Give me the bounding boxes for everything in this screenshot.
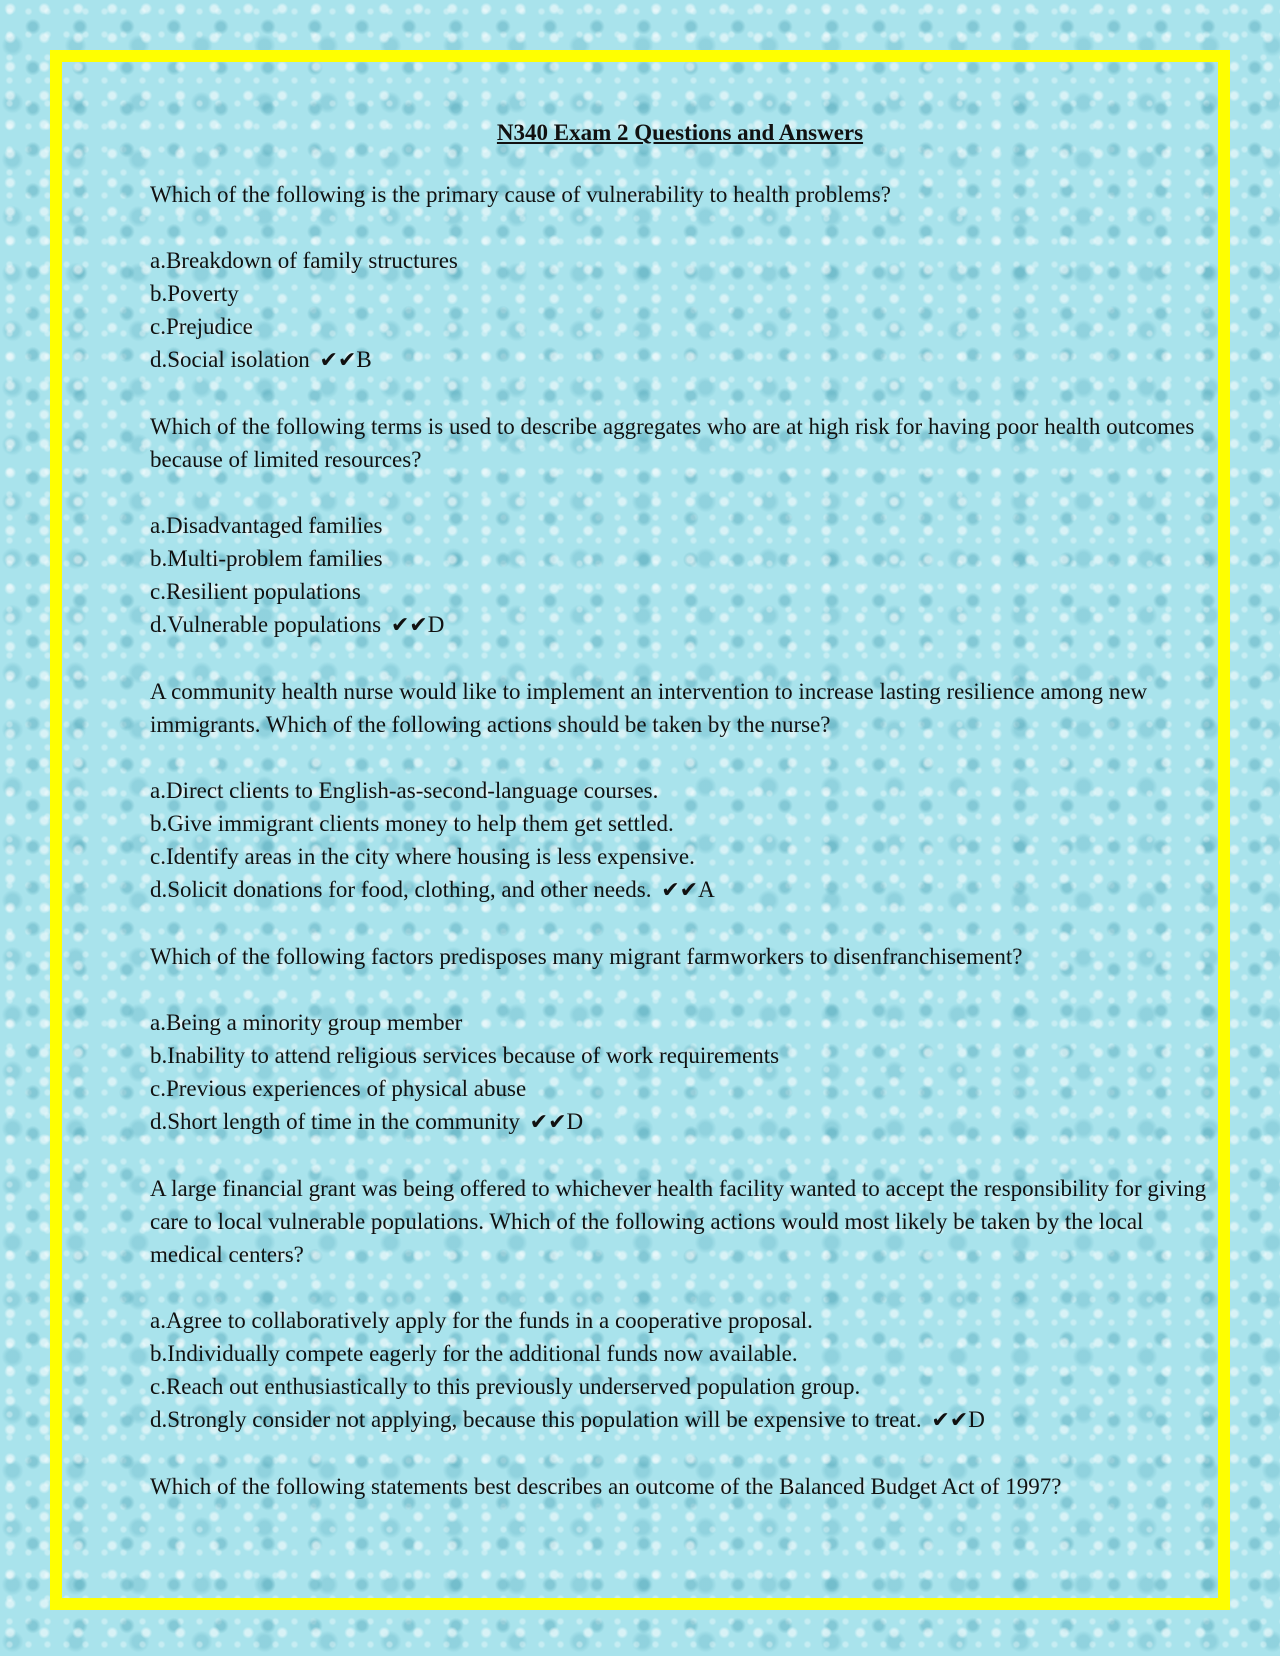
correct-answer: D bbox=[968, 1407, 985, 1432]
question-text: A large financial grant was being offered to whichever health facility wanted to accept the responsibility for giving care to local vulnerable populations. Which of the following actions would most likely be taken by the local medical centers? bbox=[150, 1176, 1207, 1267]
answer-option: c.Resilient populations bbox=[150, 579, 361, 604]
answer-option: c.Identify areas in the city where housing is less expensive. bbox=[150, 844, 695, 869]
correct-answer: D bbox=[566, 1109, 584, 1134]
checkmark-icon: ✔✔ bbox=[661, 878, 699, 903]
answer-option: b.Inability to attend religious services because of work requirements bbox=[150, 1043, 780, 1068]
answer-option: d.Vulnerable populations bbox=[150, 612, 382, 637]
checkmark-icon: ✔✔ bbox=[529, 1110, 567, 1135]
correct-answer: A bbox=[698, 877, 715, 902]
checkmark-icon: ✔✔ bbox=[390, 613, 428, 638]
question-block-2 bbox=[150, 410, 1210, 642]
question-block-4 bbox=[150, 940, 1210, 1139]
question-text: A community health nurse would like to implement an intervention to increase lasting resilience among new immigrants. Which of the following actions should be taken by the nurse? bbox=[150, 679, 1148, 737]
answer-option: c.Previous experiences of physical abuse bbox=[150, 1076, 527, 1101]
question-block-1 bbox=[150, 178, 1210, 377]
correct-answer: D bbox=[427, 612, 445, 637]
checkmark-icon: ✔✔ bbox=[931, 1408, 969, 1433]
answer-option: b.Multi-problem families bbox=[150, 546, 383, 571]
answer-option: a.Direct clients to English-as-second-language courses. bbox=[150, 778, 659, 803]
answer-option: a.Breakdown of family structures bbox=[150, 248, 458, 273]
answer-option: a.Being a minority group member bbox=[150, 1010, 463, 1035]
answer-option: a.Agree to collaboratively apply for the funds in a cooperative proposal. bbox=[150, 1308, 813, 1333]
answer-option-last bbox=[150, 1105, 1210, 1139]
answer-option: c.Reach out enthusiastically to this previously underserved population group. bbox=[150, 1374, 861, 1399]
answer-option-last bbox=[150, 1403, 1210, 1437]
answer-option: c.Prejudice bbox=[150, 314, 253, 339]
question-text: Which of the following is the primary cause of vulnerability to health problems? bbox=[150, 182, 891, 207]
answer-option-last bbox=[150, 608, 1210, 642]
correct-answer: B bbox=[356, 347, 372, 372]
answer-option: d.Strongly consider not applying, because this population will be expensive to treat. bbox=[150, 1407, 922, 1432]
document-page bbox=[150, 118, 1210, 1536]
answer-option-last bbox=[150, 873, 1210, 907]
answer-option: d.Social isolation bbox=[150, 347, 310, 372]
question-text: Which of the following statements best describes an outcome of the Balanced Budget Act of 1997? bbox=[150, 1474, 1062, 1499]
question-text: Which of the following terms is used to describe aggregates who are at high risk for having poor health outcomes because of limited resources? bbox=[150, 414, 1195, 472]
answer-option: d.Short length of time in the community bbox=[150, 1109, 520, 1134]
answer-option-last bbox=[150, 343, 1210, 377]
question-text: Which of the following factors predisposes many migrant farmworkers to disenfranchisement? bbox=[150, 944, 1023, 969]
answer-option: d.Solicit donations for food, clothing, and other needs. bbox=[150, 877, 652, 902]
answer-option: b.Individually compete eagerly for the additional funds now available. bbox=[150, 1341, 798, 1366]
question-block-5 bbox=[150, 1172, 1210, 1437]
checkmark-icon: ✔✔ bbox=[319, 348, 357, 373]
question-block-3 bbox=[150, 675, 1210, 907]
answer-option: a.Disadvantaged families bbox=[150, 513, 383, 538]
document-title: N340 Exam 2 Questions and Answers bbox=[496, 120, 864, 145]
answer-option: b.Poverty bbox=[150, 281, 239, 306]
question-block-6 bbox=[150, 1470, 1210, 1503]
answer-option: b.Give immigrant clients money to help them get settled. bbox=[150, 811, 674, 836]
